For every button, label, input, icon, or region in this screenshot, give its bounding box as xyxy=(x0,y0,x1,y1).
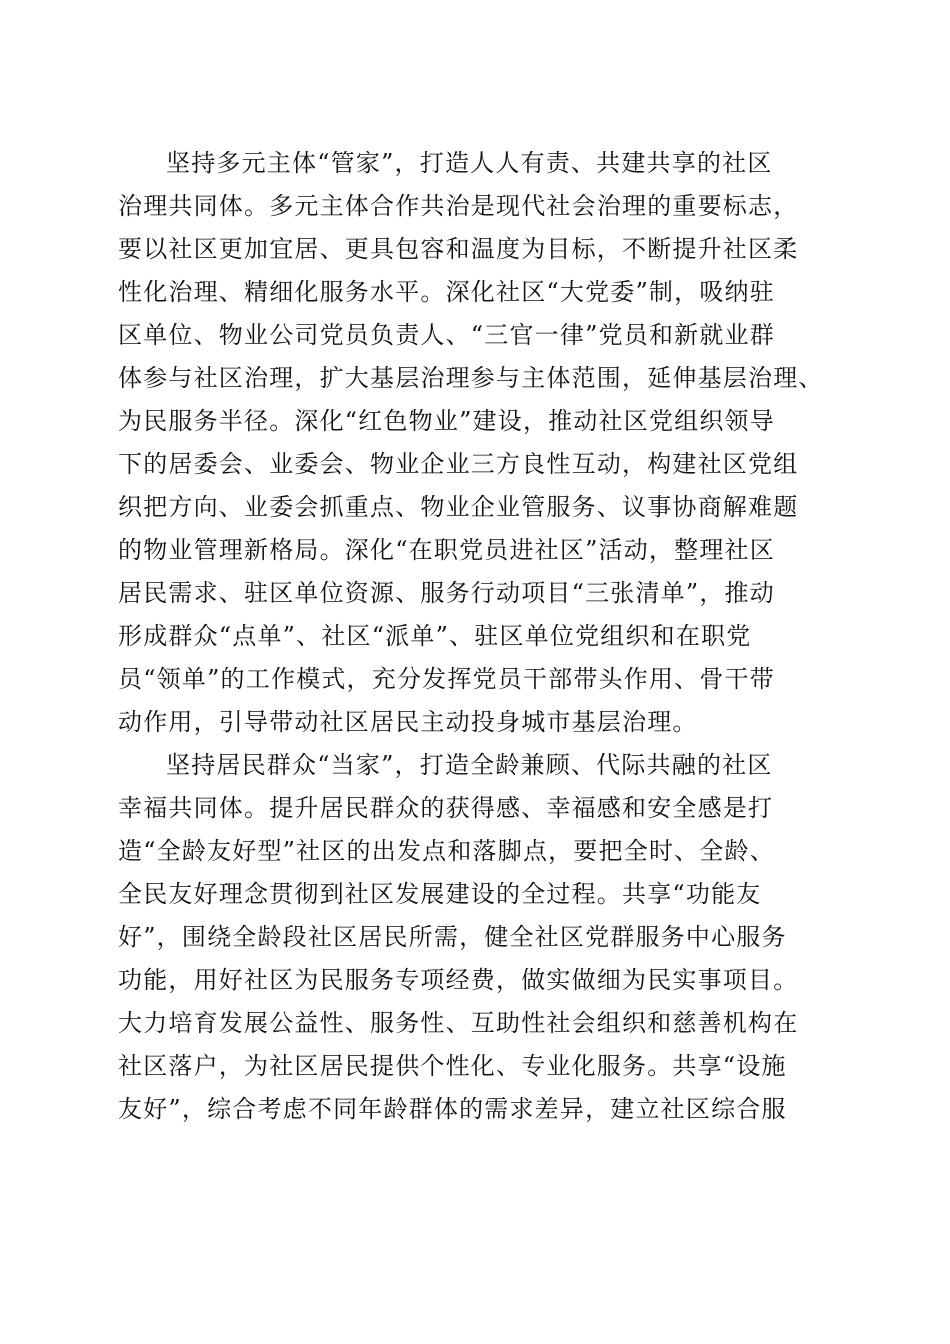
text-line: 造“全龄友好型”社区的出发点和落脚点，要把全时、全龄、 xyxy=(118,837,775,865)
text-line: 治理共同体。多元主体合作共治是现代社会治理的重要标志， xyxy=(118,192,799,220)
text-line: 的物业管理新格局。深化“在职党员进社区”活动，整理社区 xyxy=(118,536,775,564)
text-line: 动作用，引导带动社区居民主动投身城市基层治理。 xyxy=(118,708,698,736)
text-line: 居民需求、驻区单位资源、服务行动项目“三张清单”，推动 xyxy=(118,579,775,607)
text-line: 员“领单”的工作模式，充分发挥党员干部带头作用、骨干带 xyxy=(118,665,775,693)
text-line: 体参与社区治理，扩大基层治理参与主体范围，延伸基层治理、 xyxy=(118,364,824,392)
text-line: 性化治理、精细化服务水平。深化社区“大党委”制，吸纳驻 xyxy=(118,278,775,306)
text-line: 社区落户，为社区居民提供个性化、专业化服务。共享“设施 xyxy=(118,1052,787,1080)
text-line: 坚持多元主体“管家”，打造人人有责、共建共享的社区 xyxy=(166,149,773,177)
text-line: 下的居委会、业委会、物业企业三方良性互动，构建社区党组 xyxy=(118,450,799,478)
text-line: 大力培育发展公益性、服务性、互助性社会组织和慈善机构在 xyxy=(118,1009,799,1037)
text-line: 形成群众“点单”、社区“派单”、驻区单位党组织和在职党 xyxy=(118,622,752,650)
text-line: 坚持居民群众“当家”，打造全龄兼顾、代际共融的社区 xyxy=(166,751,773,779)
text-line: 好”，围绕全龄段社区居民所需，健全社区党群服务中心服务 xyxy=(118,923,787,951)
text-line: 幸福共同体。提升居民群众的获得感、幸福感和安全感是打 xyxy=(118,794,774,822)
text-line: 织把方向、业委会抓重点、物业企业管服务、议事协商解难题 xyxy=(118,493,799,521)
text-line: 为民服务半径。深化“红色物业”建设，推动社区党组织领导 xyxy=(118,407,775,435)
text-line: 区单位、物业公司党员负责人、“三官一律”党员和新就业群 xyxy=(118,321,775,349)
text-line: 友好”，综合考虑不同年龄群体的需求差异，建立社区综合服 xyxy=(118,1095,787,1123)
text-line: 功能，用好社区为民服务专项经费，做实做细为民实事项目。 xyxy=(118,966,799,994)
text-line: 要以社区更加宜居、更具包容和温度为目标，不断提升社区柔 xyxy=(118,235,799,263)
text-line: 全民友好理念贯彻到社区发展建设的全过程。共享“功能友 xyxy=(118,880,762,908)
